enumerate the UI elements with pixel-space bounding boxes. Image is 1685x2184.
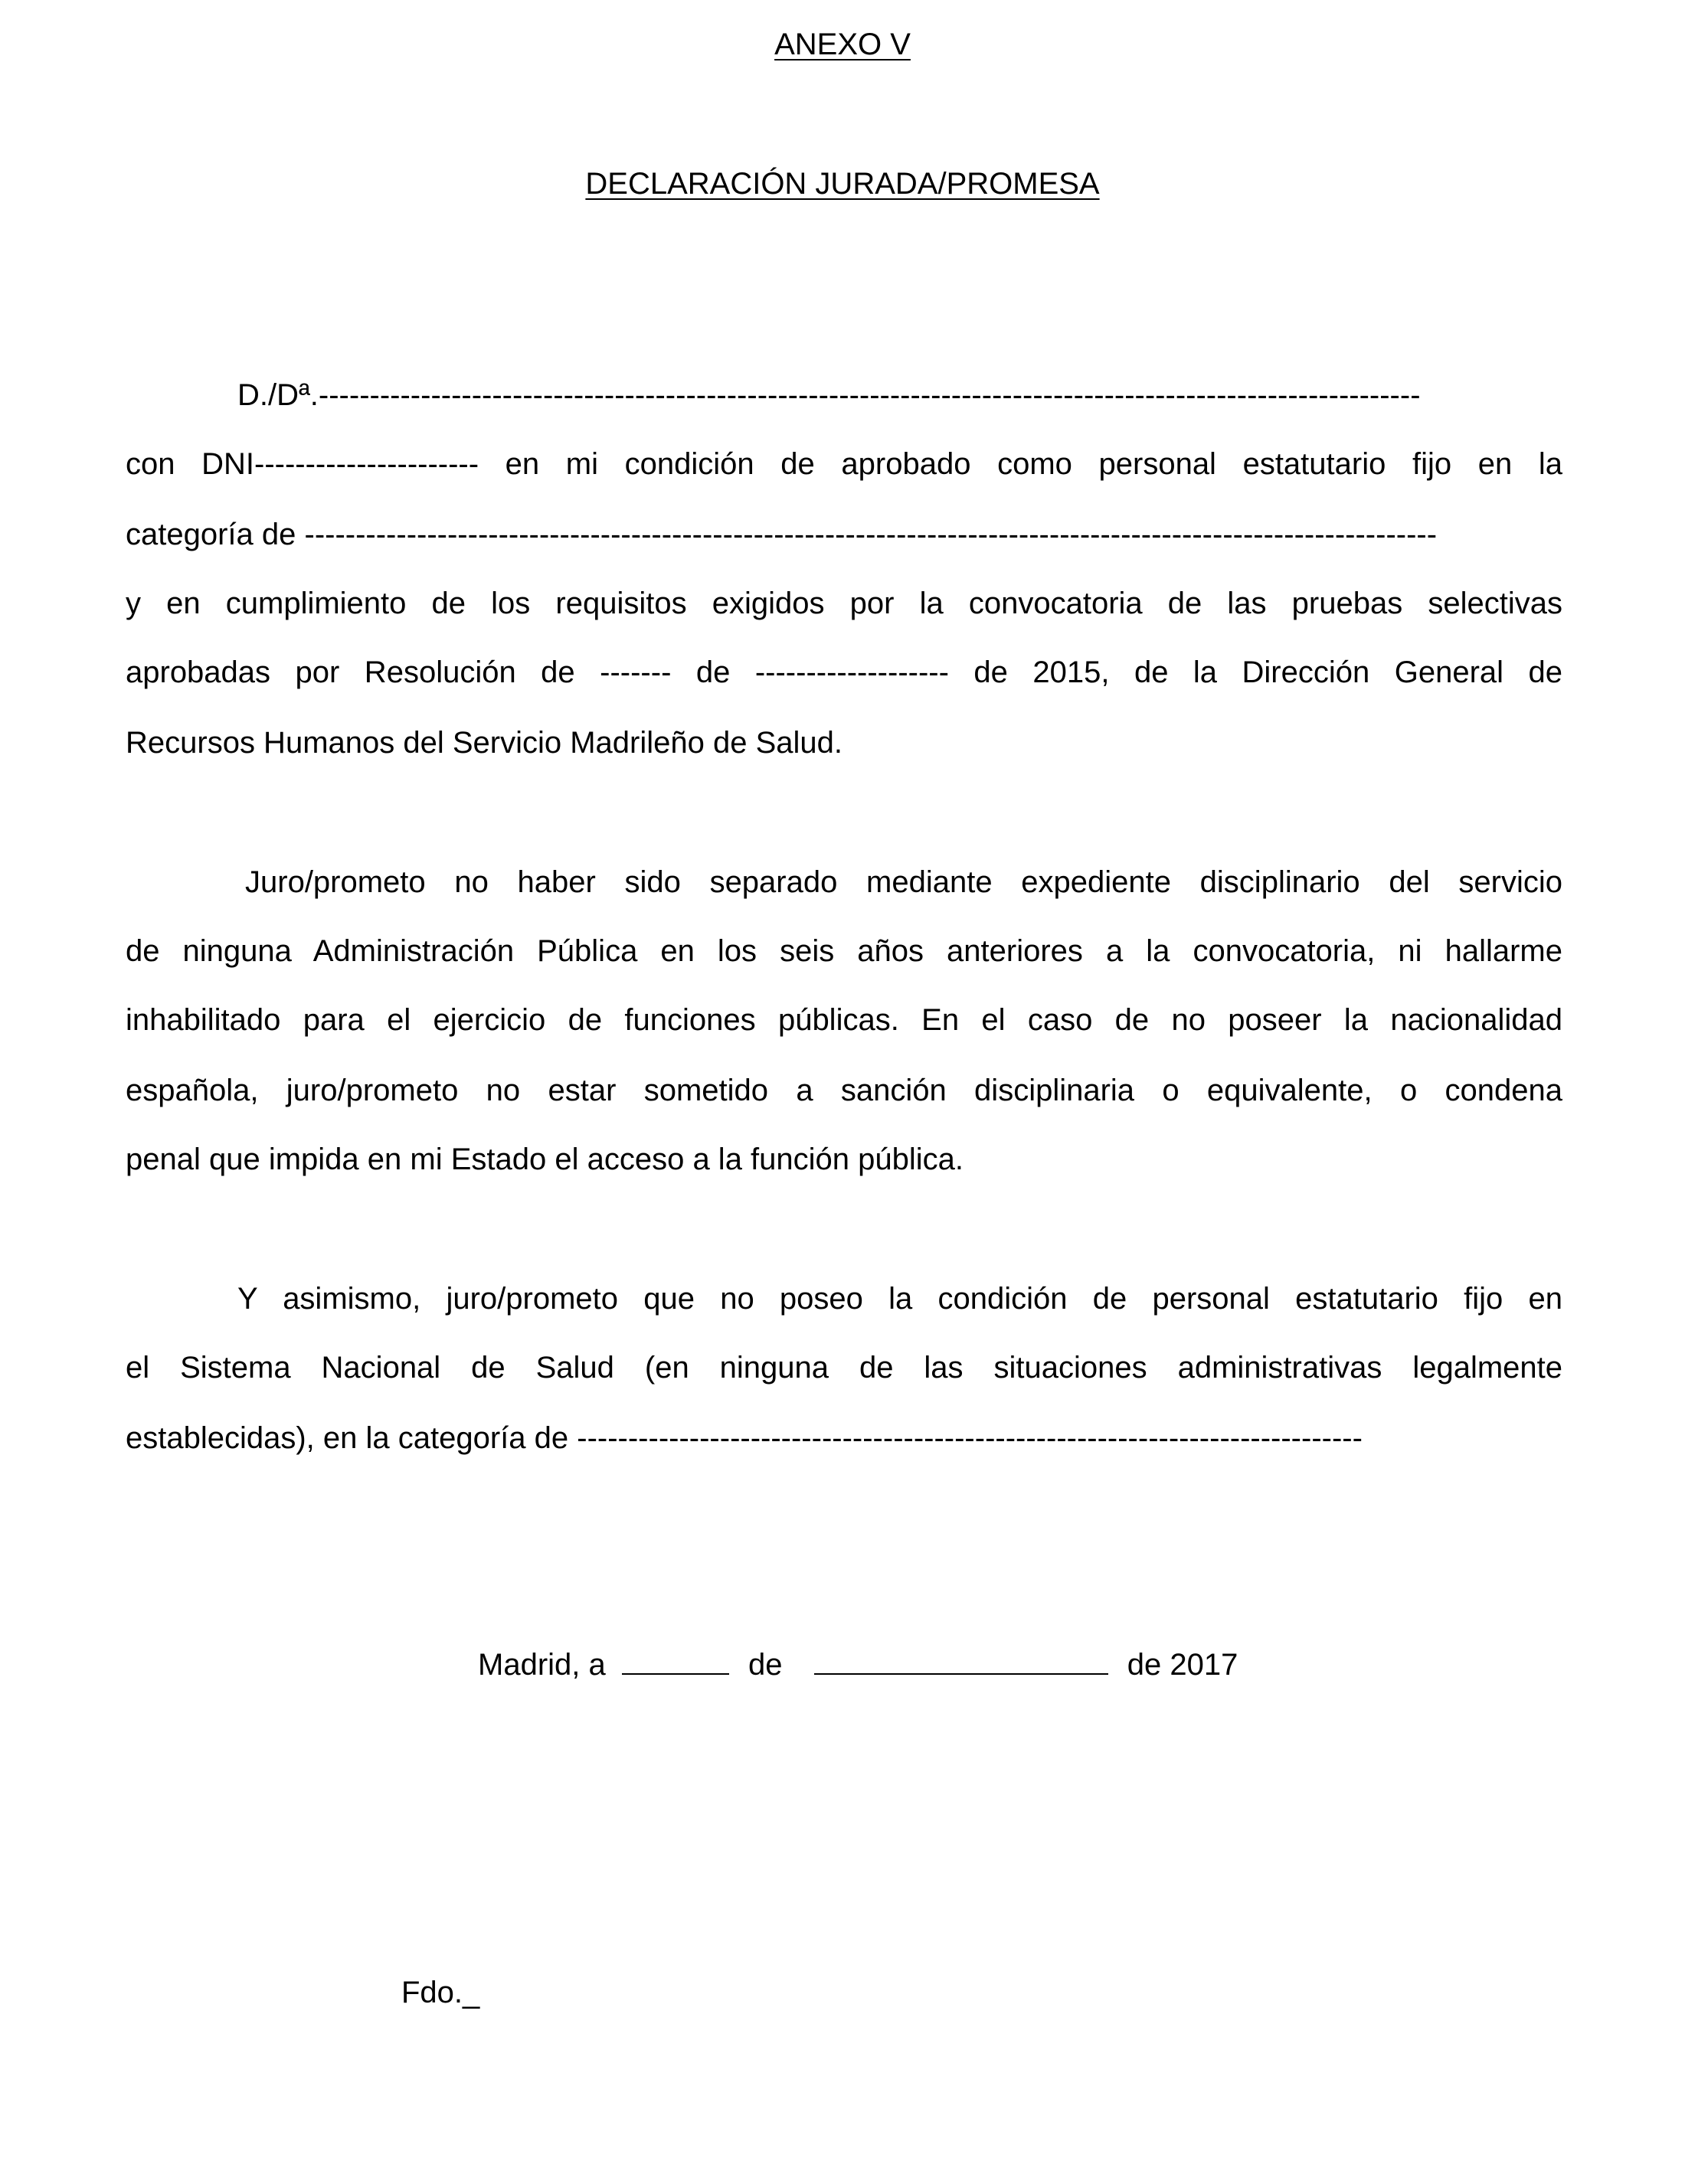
paragraph3-line3: establecidas), en la categoría de ----------------------------------------------------------------------------- — [126, 1421, 1363, 1455]
paragraph1-line2: con DNI---------------------- en mi condición de aprobado como personal estatutario fijo en la — [126, 447, 1562, 481]
annex-heading: ANEXO V — [774, 28, 911, 61]
paragraph2-line4: española, juro/prometo no estar sometido a sanción disciplinaria o equivalente, o condena — [126, 1074, 1562, 1107]
paragraph2-line2: de ninguna Administración Pública en los seis años anteriores a la convocatoria, ni hallarme — [126, 934, 1562, 968]
paragraph2-line1: Juro/prometo no haber sido separado mediante expediente disciplinario del servicio — [245, 865, 1562, 899]
date-city-label: Madrid, a — [478, 1648, 606, 1682]
date-year-label: de 2017 — [1127, 1648, 1238, 1682]
paragraph1-line1: D./Dª.------------------------------------------------------------------------------------------------------------ — [237, 378, 1421, 412]
paragraph3-line1: Y asimismo, juro/prometo que no poseo la condición de personal estatutario fijo en — [237, 1282, 1562, 1316]
paragraph1-line6: Recursos Humanos del Servicio Madrileño de Salud. — [126, 726, 843, 760]
paragraph2-line3: inhabilitado para el ejercicio de funciones públicas. En el caso de no poseer la nacionalidad — [126, 1003, 1562, 1037]
date-line — [478, 1646, 1238, 1683]
month-blank-field[interactable] — [814, 1647, 1108, 1675]
paragraph2-line5: penal que impida en mi Estado el acceso a la función pública. — [126, 1143, 964, 1176]
paragraph1-line3: categoría de --------------------------------------------------------------------------------------------------------------- — [126, 518, 1438, 551]
signature-label: Fdo._ — [401, 1976, 480, 2009]
paragraph1-line4: y en cumplimiento de los requisitos exigidos por la convocatoria de las pruebas selectivas — [126, 587, 1562, 620]
date-month-label: de — [748, 1648, 783, 1682]
document-title: DECLARACIÓN JURADA/PROMESA — [585, 167, 1100, 201]
paragraph1-line5: aprobadas por Resolución de ------- de ------------------- de 2015, de la Dirección General de — [126, 656, 1562, 689]
paragraph3-line2: el Sistema Nacional de Salud (en ninguna de las situaciones administrativas legalmente — [126, 1351, 1562, 1385]
day-blank-field[interactable] — [622, 1647, 729, 1675]
